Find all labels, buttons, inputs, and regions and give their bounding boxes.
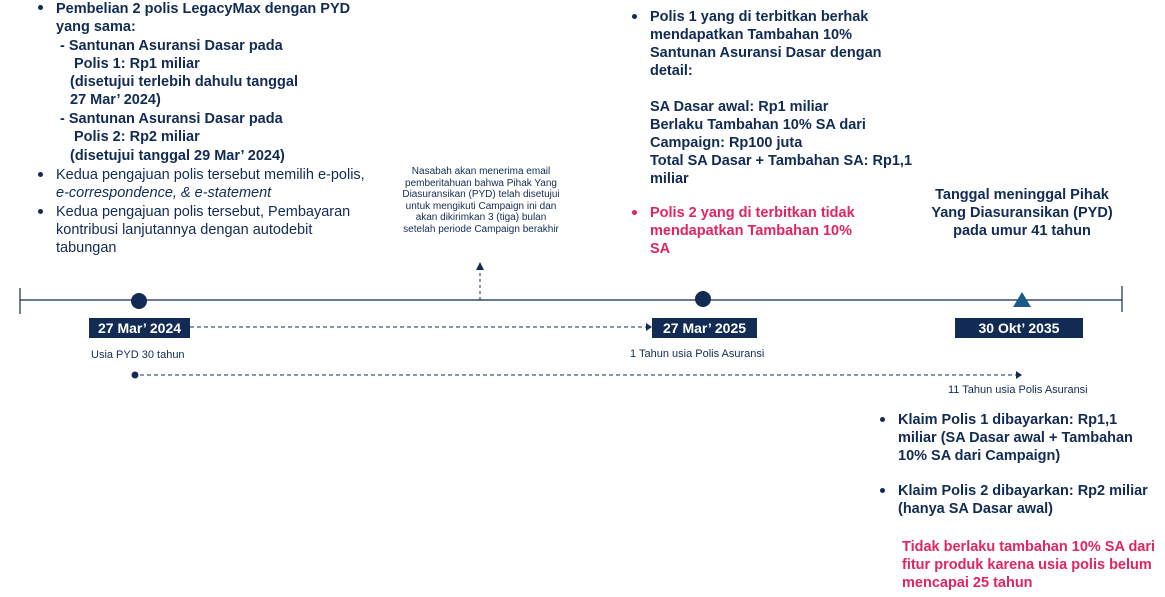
claim-note: Tidak berlaku tambahan 10% SA dari fitur produk karena usia polis belum mencapai 25 tahun (902, 539, 1156, 591)
email-note-line: Nasabah akan menerima email (411, 166, 551, 177)
email-note-line: setelah periode Campaign berakhir (403, 223, 559, 235)
polis2-text: Polis 2 yang di terbitkan tidak mendapatkan Tambahan 10% SA (650, 205, 855, 257)
left-bullet-3-line2: kontribusi lanjutannya dengan autodebit (56, 222, 313, 238)
left-bullet-3-line3: tabungan (56, 240, 117, 256)
sub2-line2: Polis 2: Rp2 miliar (74, 129, 200, 145)
timeline-dot-2025 (695, 291, 711, 307)
sub2-line3: (disetujui tanggal 29 Mar’ 2024) (70, 148, 285, 164)
email-note-line: Diasuransikan (PYD) telah disetujui (402, 189, 560, 201)
sub1-head: - Santunan Asuransi Dasar pada (60, 38, 283, 54)
sub1-line3: (disetujui terlebih dahulu tanggal (70, 74, 298, 90)
polis1-detail: SA Dasar awal: Rp1 miliar Berlaku Tambahan 10% SA dari Campaign: Rp100 juta Total SA Dasar + Tambahan SA: Rp1,1 miliar (650, 99, 913, 187)
left-bullet-2-line2: e-correspondence, & e-statement (56, 185, 272, 201)
caption-11-years: 11 Tahun usia Polis Asuransi (948, 384, 1088, 396)
claim-polis1: Klaim Polis 1 dibayarkan: Rp1,1 miliar (SA Dasar awal + Tambahan 10% SA dari Campaign) (898, 412, 1133, 464)
bullet-icon (880, 417, 885, 422)
caption-1-year: 1 Tahun usia Polis Asuransi (630, 348, 765, 360)
email-note-line: akan dikirimkan 3 (tiga) bulan (415, 212, 547, 224)
sub2-head: - Santunan Asuransi Dasar pada (60, 111, 283, 127)
bullet-icon (880, 488, 885, 493)
email-note-line: untuk mengikuti Campaign ini dan (405, 200, 557, 212)
left-bullet-1: Pembelian 2 polis LegacyMax dengan PYD yang sama: (56, 1, 351, 35)
email-arrow-head (476, 262, 484, 270)
claim-polis2: Klaim Polis 2 dibayarkan: Rp2 miliar (hanya SA Dasar awal) (898, 483, 1148, 517)
left-bullet-3-line1: Kedua pengajuan polis tersebut, Pembayaran (56, 204, 351, 220)
timeline-dot-2024 (131, 293, 147, 309)
email-note-line: pemberitahuan bahwa Pihak Yang (405, 177, 557, 189)
date-label-2035: 30 Okt’ 2035 (955, 318, 1083, 338)
left-bullet-2-line1: Kedua pengajuan polis tersebut memilih e-polis, (56, 167, 365, 183)
sub1-line2: Polis 1: Rp1 miliar (74, 56, 200, 72)
caption-age: Usia PYD 30 tahun (91, 349, 185, 361)
date-label-2024: 27 Mar’ 2024 (89, 318, 190, 338)
polis1-text: Polis 1 yang di terbitkan berhak mendapatkan Tambahan 10% Santunan Asuransi Dasar dengan detail: (650, 9, 882, 79)
arrow-11y-head (1016, 371, 1022, 379)
date-label-2025: 27 Mar’ 2025 (652, 318, 757, 338)
death-date-note: Tanggal meninggal Pihak Yang Diasuransikan (PYD) pada umur 41 tahun (931, 187, 1113, 239)
sub1-line4: 27 Mar’ 2024) (70, 92, 161, 108)
arrow-11y-start (132, 372, 139, 379)
